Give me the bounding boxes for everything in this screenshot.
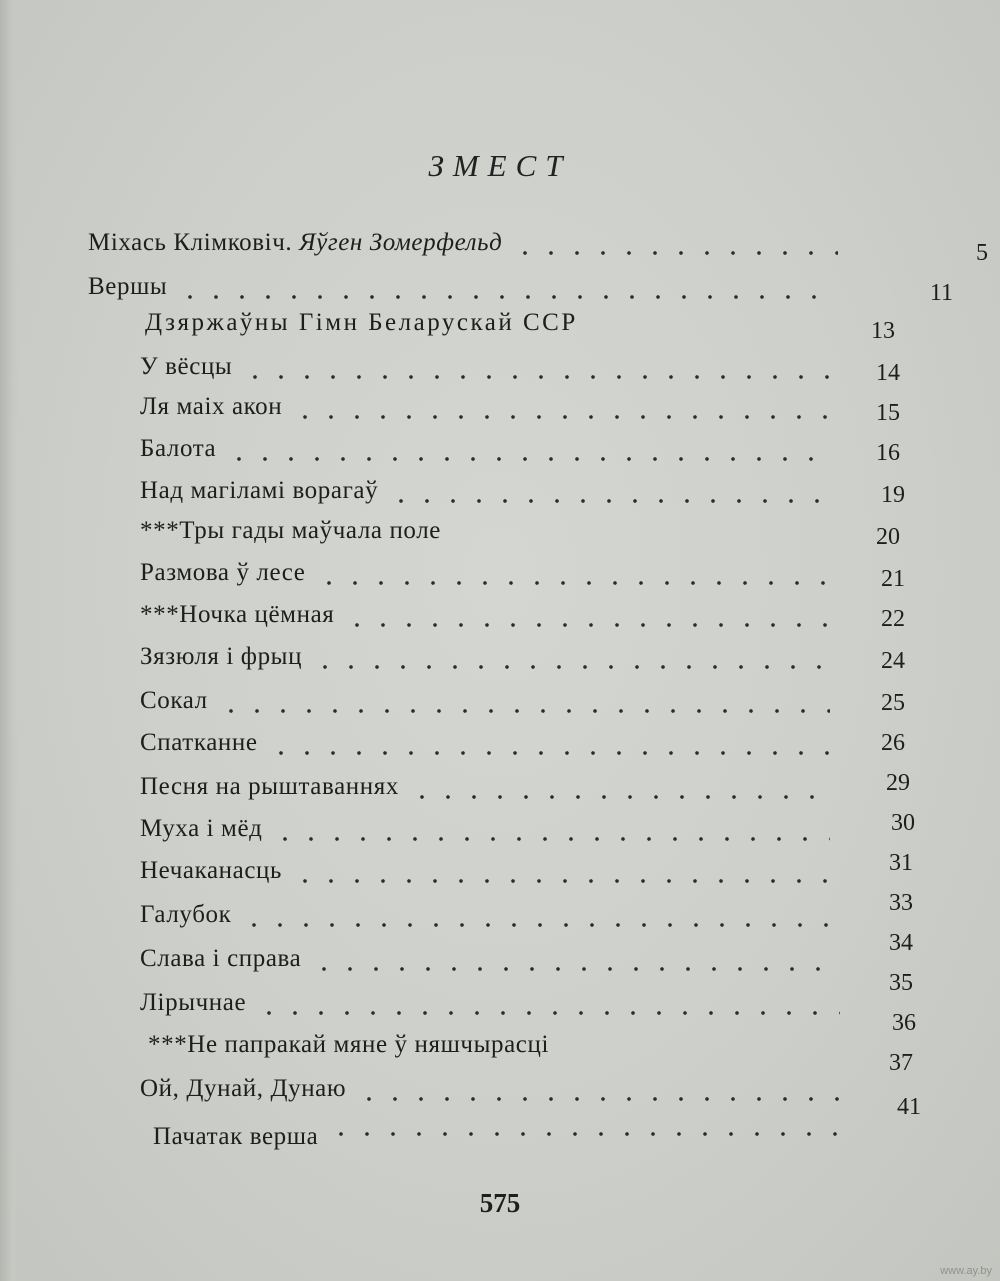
toc-entry-title: Слава і справа	[140, 945, 302, 972]
toc-entry-title: Вершы	[88, 273, 168, 300]
toc-entry	[140, 424, 900, 466]
toc-entry-page: 16	[876, 440, 900, 466]
toc-entry-title: Нечаканасць	[140, 857, 283, 884]
toc-entry-title: Галубок	[140, 901, 232, 928]
toc-entry-title: Муха і мёд	[140, 815, 263, 842]
dot-leader	[272, 814, 830, 844]
toc-entry-page: 24	[881, 648, 905, 674]
toc-entry-page: 14	[876, 360, 900, 386]
toc-entry-page: 34	[889, 930, 913, 956]
dot-leader	[218, 686, 830, 716]
toc-entry-title: Сокал	[140, 687, 208, 714]
toc-entry-title: Ой, Дунай, Дунаю	[140, 1075, 347, 1102]
toc-entry	[140, 506, 900, 550]
toc-entry-page: 5	[976, 240, 988, 266]
toc-entry	[88, 218, 988, 266]
toc-entry-page: 20	[876, 524, 900, 550]
dot-leader	[312, 642, 830, 672]
dot-leader	[316, 558, 830, 588]
toc-entry-author: Міхась Клімковіч.	[88, 229, 293, 256]
toc-entry-page: 41	[897, 1094, 921, 1120]
toc-entry-title	[88, 228, 502, 258]
toc-entry	[140, 890, 913, 930]
dot-leader	[292, 392, 835, 422]
toc-entry	[140, 846, 913, 886]
toc-entry	[140, 718, 905, 758]
toc-entry-page: 13	[871, 318, 895, 344]
dot-leader	[328, 1122, 853, 1152]
toc-entry-title: У вёсцы	[140, 353, 233, 380]
toc-entry-title: Ля маіх акон	[140, 393, 283, 420]
watermark: www.ay.by	[940, 1265, 992, 1277]
toc-entry	[140, 1050, 913, 1104]
toc-entry-title: ***Не папракай мяне ў няшчырасці	[148, 1031, 550, 1058]
toc-entry-page: 29	[886, 770, 910, 796]
dot-leader	[256, 988, 840, 1018]
toc-entry	[140, 590, 905, 632]
toc-entry-page: 30	[891, 810, 915, 836]
toc-entry-page: 26	[881, 730, 905, 756]
dot-leader	[512, 228, 838, 258]
dot-leader	[241, 900, 835, 930]
dot-leader	[388, 476, 830, 506]
toc-entry-page: 22	[881, 606, 905, 632]
toc-entry-title: Балота	[140, 435, 217, 462]
toc-entry	[140, 762, 910, 802]
toc-entry	[140, 676, 905, 716]
dot-leader	[356, 1074, 850, 1104]
toc-entry-page: 35	[889, 970, 913, 996]
toc-entry-page: 25	[881, 690, 905, 716]
toc-entry-title: Спатканне	[140, 729, 258, 756]
toc-entry-italic-title: Яўген Зомерфельд	[299, 229, 503, 256]
toc-entry-page: 36	[892, 1010, 916, 1036]
toc-entry	[140, 632, 905, 674]
toc-entry	[140, 930, 913, 974]
toc-entry	[140, 342, 900, 386]
toc-entry-page: 21	[881, 566, 905, 592]
toc-entry-title: Зязюля і фрыц	[140, 643, 303, 670]
toc-entry-title: Песня на рыштаваннях	[140, 773, 399, 800]
contents-heading: ЗМЕСТ	[428, 148, 572, 183]
toc-entry-page: 31	[889, 850, 913, 876]
toc-entry-title: ***Ночка цёмная	[140, 601, 335, 628]
toc-entry	[145, 298, 895, 344]
dot-leader	[344, 600, 830, 630]
dot-leader	[268, 728, 830, 758]
toc-entry-page: 15	[876, 400, 900, 426]
toc-entry-page: 37	[889, 1050, 913, 1076]
toc-entry-page: 33	[889, 890, 913, 916]
toc-entry	[140, 382, 900, 426]
toc-entry	[148, 1010, 916, 1060]
toc-entry	[140, 804, 915, 844]
toc-entry	[140, 466, 905, 508]
toc-entry	[88, 262, 953, 306]
toc-entry-title: Размова ў лесе	[140, 559, 306, 586]
dot-leader	[292, 856, 835, 886]
toc-entry-page: 19	[881, 482, 905, 508]
dot-leader	[409, 772, 830, 802]
toc-entry-page: 11	[929, 280, 953, 306]
page-number: 575	[479, 1188, 521, 1218]
dot-leader	[242, 352, 835, 382]
toc-entry-title: ***Тры гады маўчала поле	[140, 517, 441, 544]
dot-leader	[311, 944, 835, 974]
toc-entry	[140, 970, 913, 1018]
toc-entry	[153, 1094, 921, 1152]
toc-entry-title: Над магіламі ворагаў	[140, 477, 379, 504]
toc-entry-title: Пачатак верша	[153, 1123, 319, 1150]
toc-entry-title: Лірычнае	[140, 989, 247, 1016]
toc-entry-title: Дзяржаўны Гімн Беларускай ССР	[145, 309, 578, 336]
dot-leader	[226, 434, 835, 464]
toc-entry	[140, 548, 905, 592]
